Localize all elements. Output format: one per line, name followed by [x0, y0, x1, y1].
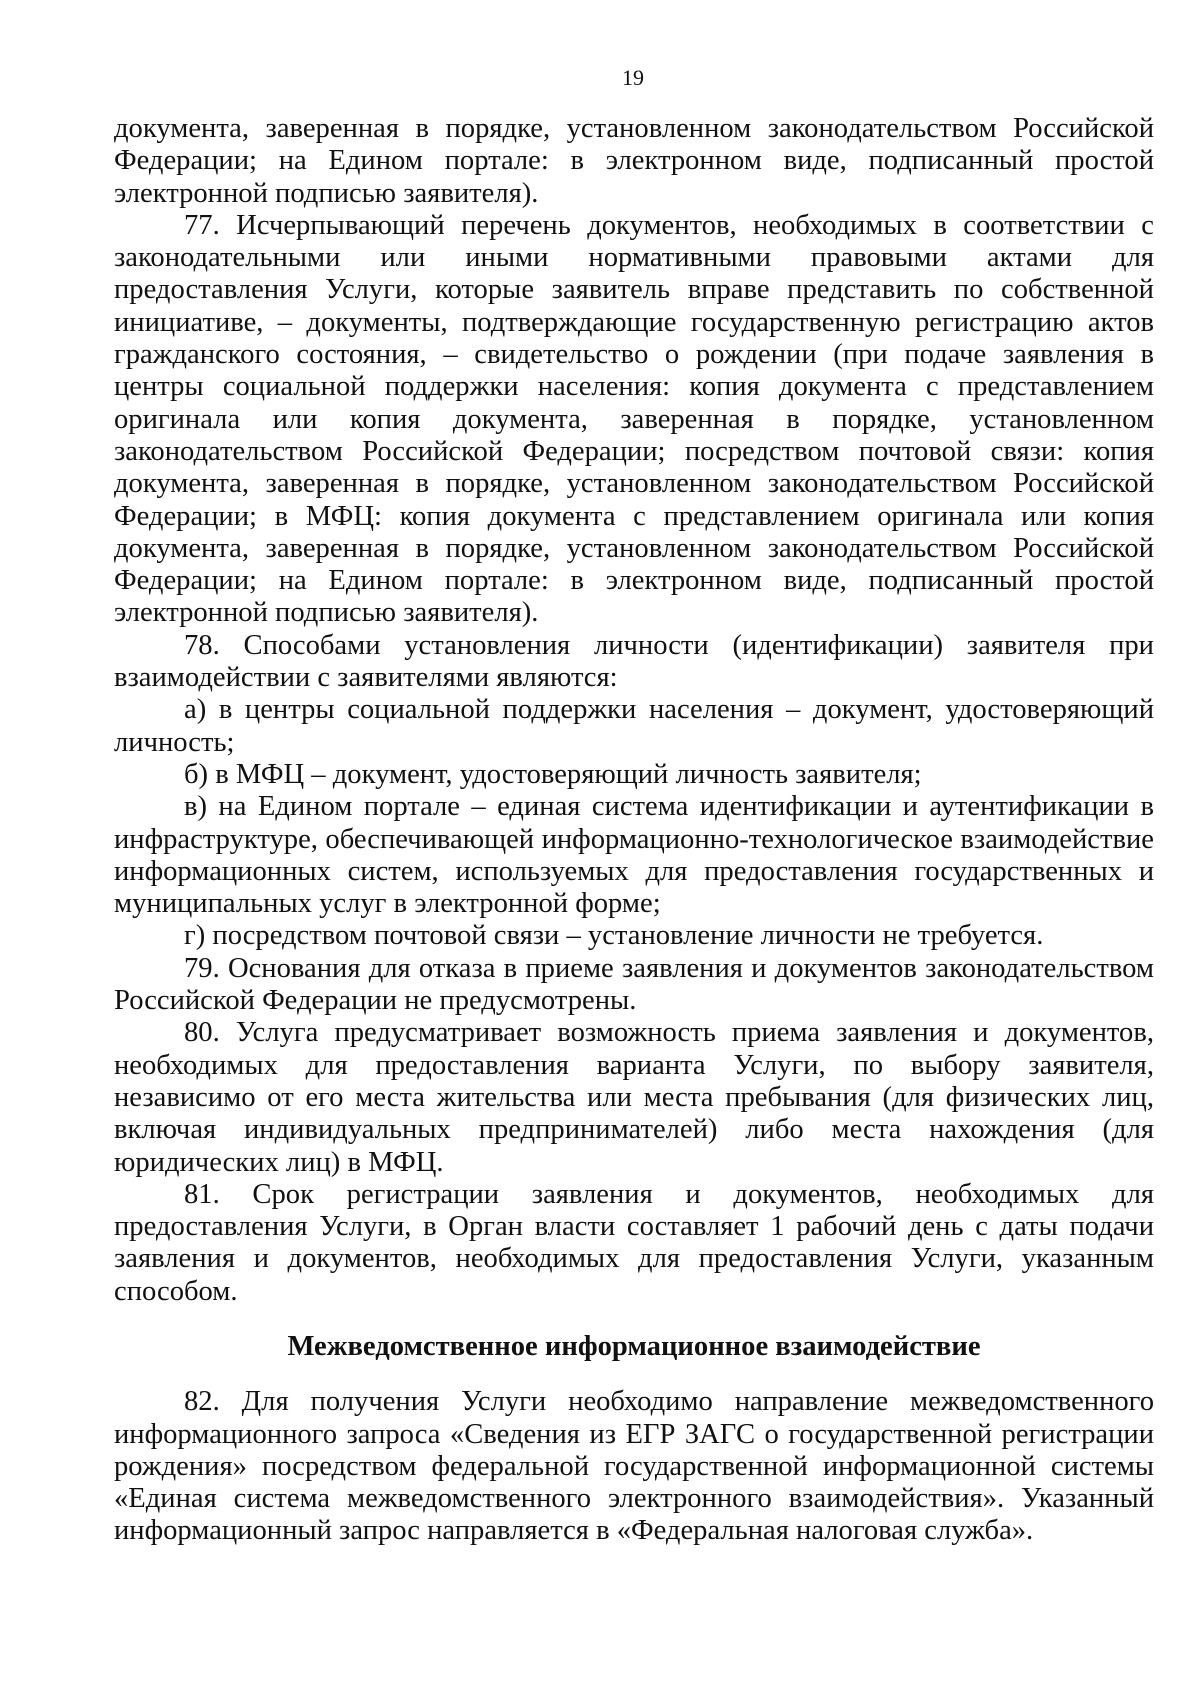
paragraph-77: 77. Исчерпывающий перечень документов, необходимых в соответствии с законодательными или иными нормативными правовыми актами для предоставления Услуги, которые заявитель вправе представить по собственной инициативе, – документы, подтверждающие государственную регистрацию актов гражданского состояния, – свидетельство о рождении (при подаче заявления в центры социальной поддержки населения: копия документа с представлением оригинала или копия документа, заверенная в порядке, установленном законодательством Российской Федерации; посредством почтовой связи: копия документа, заверенная в порядке, установленном законодательством Российской Федерации; в МФЦ: копия документа с представлением оригинала или копия документа, заверенная в порядке, установленном законодательством Российской Федерации; на Едином портале: в электронном виде, подписанный простой электронной подписью заявителя). [114, 209, 1154, 629]
page-number: 19 [622, 65, 644, 90]
section-heading: Межведомственное информационное взаимодействие [287, 1330, 981, 1362]
paragraph-continuation: документа, заверенная в порядке, установленном законодательством Российской Федерации; на Едином портале: в электронном виде, подписанный простой электронной подписью заявителя). [114, 113, 1154, 209]
paragraph-79: 79. Основания для отказа в приеме заявления и документов законодательством Российской Федерации не предусмотрены. [114, 952, 1154, 1017]
paragraph-82: 82. Для получения Услуги необходимо направление межведомственного информационного запроса «Сведения из ЕГР ЗАГС о государственной регистрации рождения» посредством федеральной государственной информационной системы «Единая система межведомственного электронного взаимодействия». Указанный информационный запрос направляется в «Федеральная налоговая служба». [114, 1386, 1154, 1547]
paragraph-78-item-a: а) в центры социальной поддержки населения – документ, удостоверяющий личность; [114, 694, 1154, 758]
document-body [114, 113, 1154, 1548]
paragraph-78: 78. Способами установления личности (идентификации) заявителя при взаимодействии с заявителями являются: [114, 629, 1154, 694]
paragraph-78-item-g: г) посредством почтовой связи – установление личности не требуется. [184, 920, 1044, 952]
paragraph-78-item-v: в) на Едином портале – единая система идентификации и аутентификации в инфраструктуре, обеспечивающей информационно-технологическое взаимодействие информационных систем, используемых для предоставления государственных и муниципальных услуг в электронной форме; [114, 791, 1154, 920]
paragraph-80: 80. Услуга предусматривает возможность приема заявления и документов, необходимых для предоставления варианта Услуги, по выбору заявителя, независимо от его места жительства или места пребывания (для физических лиц, включая индивидуальных предпринимателей) либо места нахождения (для юридических лиц) в МФЦ. [114, 1017, 1154, 1178]
paragraph-78-item-b: б) в МФЦ – документ, удостоверяющий личность заявителя; [184, 758, 922, 790]
paragraph-81: 81. Срок регистрации заявления и документов, необходимых для предоставления Услуги, в Орган власти составляет 1 рабочий день с даты подачи заявления и документов, необходимых для предоставления Услуги, указанным способом. [114, 1178, 1154, 1307]
